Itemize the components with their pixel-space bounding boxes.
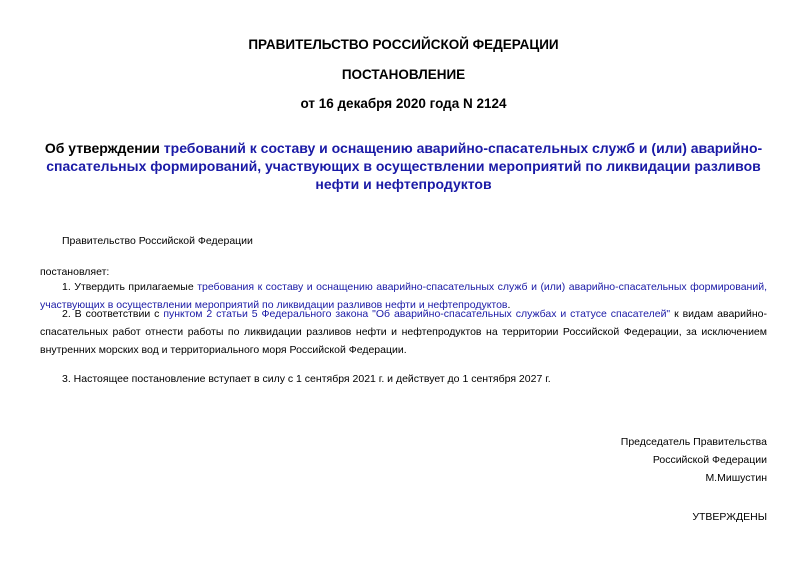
signature-line-1: Председатель Правительства (620, 436, 767, 448)
signature-line-2: Российской Федерации (652, 454, 767, 466)
document-title (40, 139, 767, 193)
p2-law-link[interactable]: пунктом 2 статьи 5 Федерального закона "Об аварийно-спасательных службах и статусе спасателей" (163, 308, 671, 320)
title-prefix: Об утверждении (44, 140, 164, 156)
date-number-heading: от 16 декабря 2020 года N 2124 (300, 96, 507, 111)
p2-suffix: к видам аварийно-спасательных работ отнести работы по ликвидации разливов нефти и нефтепродуктов на территории Российской Федерации, за исключением внутренних морских вод и территориального моря Российской Федерации. (40, 308, 767, 356)
p2-prefix: 2. В соответствии с (62, 308, 164, 320)
signature-line-3: М.Мишустин (705, 472, 767, 484)
paragraph-2 (40, 305, 767, 359)
p1-requirements-link[interactable]: требования к составу и оснащению аварийно-спасательных служб и (или) аварийно-спасательных формирований, участвующих в осуществлении мероприятий по ликвидации разливов нефти и нефтепродуктов (40, 281, 767, 311)
decrees-line: постановляет: (40, 266, 110, 278)
paragraph-3: 3. Настоящее постановление вступает в силу с 1 сентября 2021 г. и действует до 1 сентября 2027 г. (62, 373, 551, 385)
approved-label: УТВЕРЖДЕНЫ (692, 511, 767, 523)
document-type-heading: ПОСТАНОВЛЕНИЕ (341, 67, 466, 82)
government-heading: ПРАВИТЕЛЬСТВО РОССИЙСКОЙ ФЕДЕРАЦИИ (248, 37, 559, 52)
title-requirements-link[interactable]: требований к составу и оснащению аварийно-спасательных служб и (или) аварийно-спасательных формирований, участвующих в осуществлении мероприятий по ликвидации разливов нефти и нефтепродуктов (46, 140, 763, 192)
government-line: Правительство Российской Федерации (62, 235, 253, 247)
p1-suffix: . (507, 299, 511, 311)
signature-block (621, 433, 767, 487)
p1-prefix: 1. Утвердить прилагаемые (62, 281, 198, 293)
